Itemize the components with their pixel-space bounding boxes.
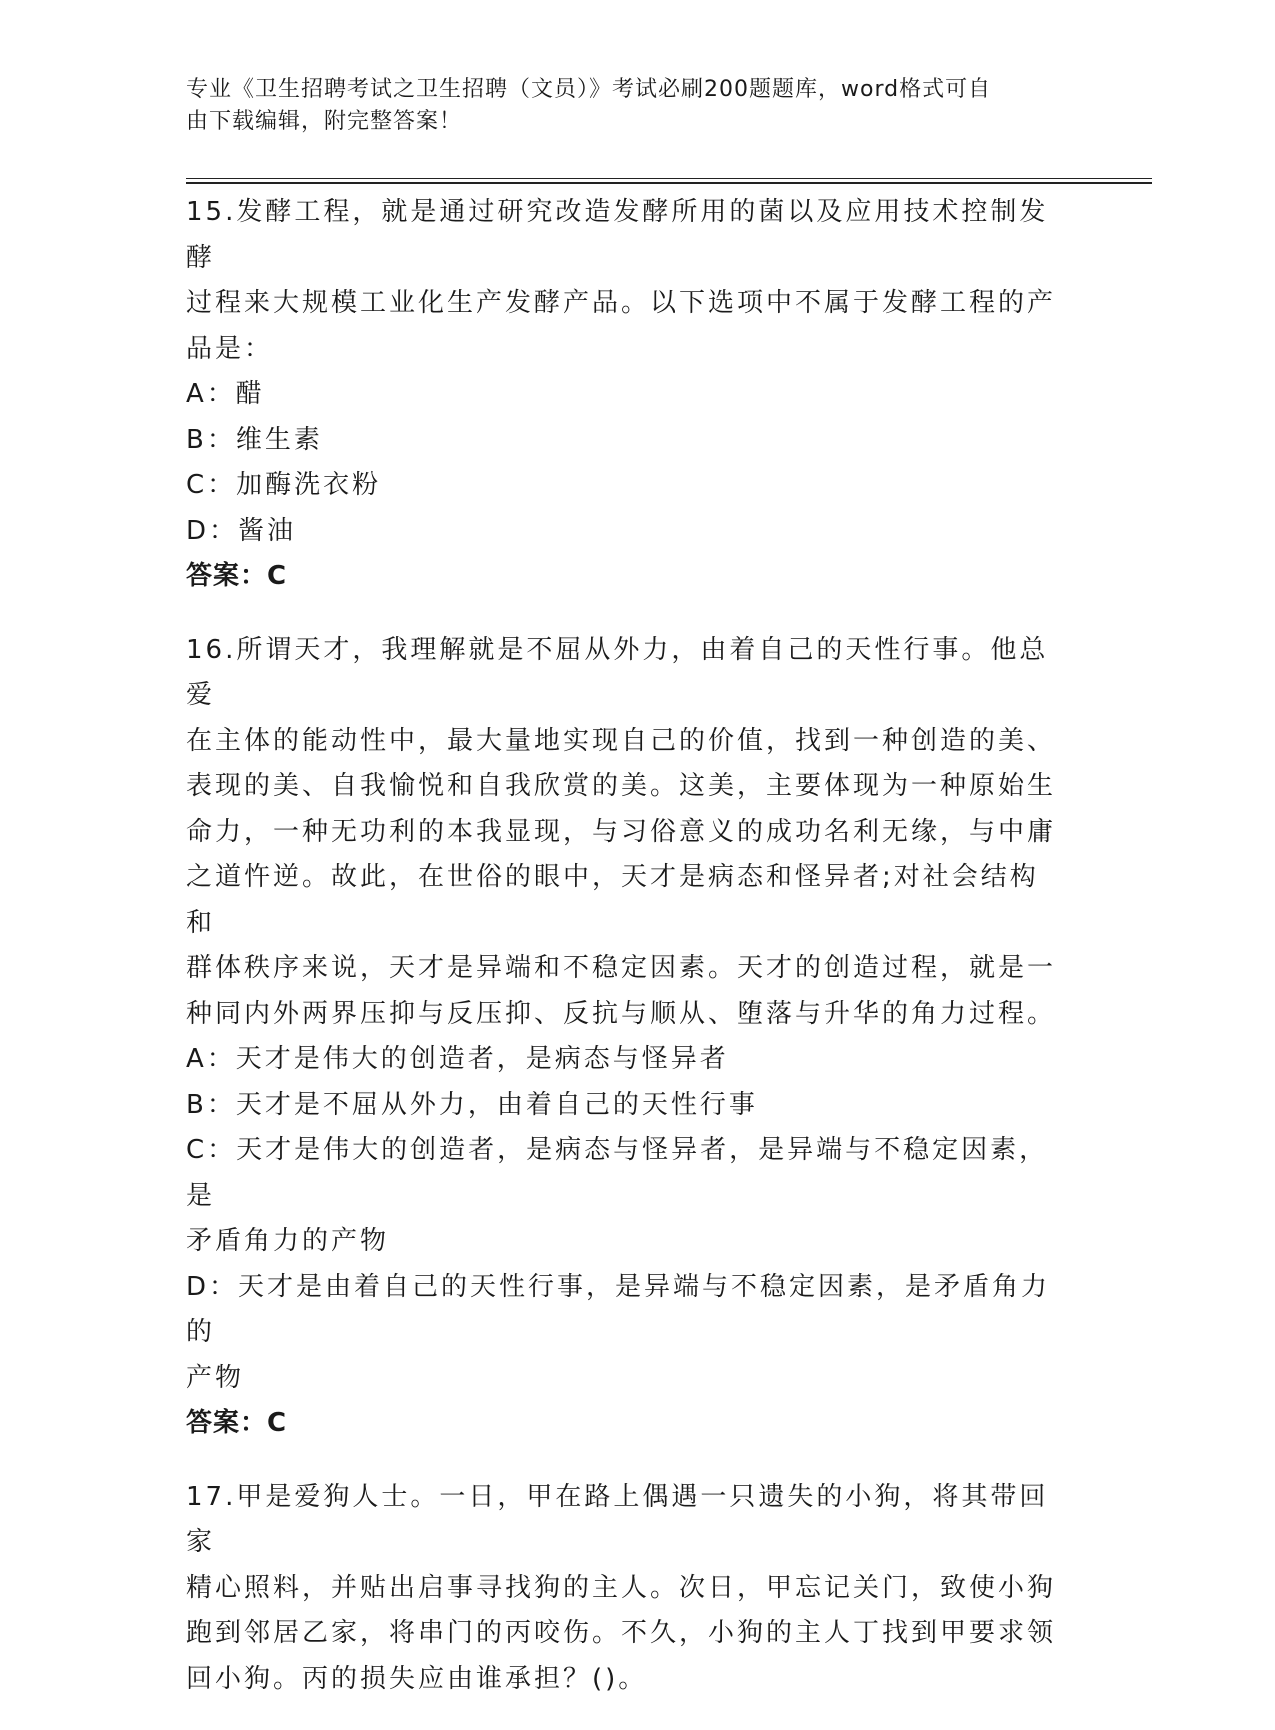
option-d-continued: 产物 xyxy=(186,1362,245,1393)
question-text-line: 16.所谓天才，我理解就是不屈从外力，由着自己的天性行事。他总爱 xyxy=(186,634,1049,710)
header-divider-thick xyxy=(186,182,1152,184)
header-line-2: 由下载编辑，附完整答案！ xyxy=(186,109,463,134)
option-a: A：醋 xyxy=(186,379,265,409)
document-header xyxy=(186,74,1066,138)
header-line-1: 专业《卫生招聘考试之卫生招聘（文员）》考试必刷200题题库，word格式可自 xyxy=(186,77,992,102)
question-text-line: 跑到邻居乙家，将串门的丙咬伤。不久，小狗的主人丁找到甲要求领 xyxy=(186,1618,1057,1648)
option-c: C：加酶洗衣粉 xyxy=(186,470,382,500)
option-d: D：酱油 xyxy=(186,515,297,546)
option-d: D：天才是由着自己的天性行事，是异端与不稳定因素，是矛盾角力的 xyxy=(186,1271,1051,1347)
option-b: B：维生素 xyxy=(186,424,323,455)
question-text-line: 15.发酵工程，就是通过研究改造发酵所用的菌以及应用技术控制发酵 xyxy=(186,197,1049,273)
question-text-line: 在主体的能动性中，最大量地实现自己的价值，找到一种创造的美、 xyxy=(186,725,1057,756)
question-text-line: 之道忤逆。故此，在世俗的眼中，天才是病态和怪异者;对社会结构和 xyxy=(186,862,1039,938)
option-a: A：天才是伟大的创造者，是病态与怪异者 xyxy=(186,1044,729,1074)
answer-label: 答案：C xyxy=(186,1408,288,1438)
question-17 xyxy=(186,1475,1066,1703)
question-text-line: 群体秩序来说，天才是异端和不稳定因素。天才的创造过程，就是一 xyxy=(186,953,1057,983)
answer-label: 答案：C xyxy=(186,561,288,591)
question-text-line: 17.甲是爱狗人士。一日，甲在路上偶遇一只遗失的小狗，将其带回家 xyxy=(186,1481,1049,1557)
question-text-line: 精心照料，并贴出启事寻找狗的主人。次日，甲忘记关门，致使小狗 xyxy=(186,1572,1057,1603)
question-text-line: 过程来大规模工业化生产发酵产品。以下选项中不属于发酵工程的产 xyxy=(186,288,1057,318)
question-text-line: 回小狗。丙的损失应由谁承担？()。 xyxy=(186,1663,648,1694)
question-text-line: 命力，一种无功利的本我显现，与习俗意义的成功名利无缘，与中庸 xyxy=(186,816,1057,847)
question-16 xyxy=(186,628,1066,1447)
option-c: C：天才是伟大的创造者，是病态与怪异者，是异端与不稳定因素，是 xyxy=(186,1135,1049,1211)
question-list xyxy=(186,190,1066,1730)
option-b: B：天才是不屈从外力，由着自己的天性行事 xyxy=(186,1089,758,1120)
question-15 xyxy=(186,190,1066,600)
header-divider-thin xyxy=(186,178,1152,179)
option-c-continued: 矛盾角力的产物 xyxy=(186,1226,390,1256)
question-text-line: 种同内外两界压抑与反压抑、反抗与顺从、堕落与升华的角力过程。 xyxy=(186,998,1057,1029)
question-text-line: 表现的美、自我愉悦和自我欣赏的美。这美，主要体现为一种原始生 xyxy=(186,771,1057,801)
question-text-line: 品是： xyxy=(186,333,274,364)
